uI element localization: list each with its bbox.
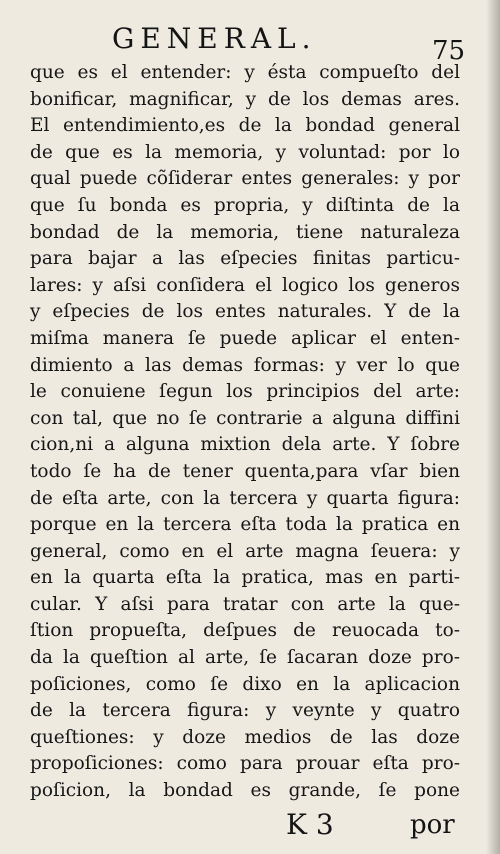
text-line: lares: y aſsi conſidera el logico los generos xyxy=(30,274,460,296)
text-line: que ſu bonda es propria, y diſtinta de la xyxy=(30,194,460,216)
text-line: de eſta arte, con la tercera y quarta figura: xyxy=(30,487,460,509)
text-line: cion,ni a alguna mixtion dela arte. Y ſobre xyxy=(30,434,460,456)
running-head: GENERAL. xyxy=(112,22,317,55)
text-line: propoſiciones: como para prouar eſta pro- xyxy=(30,753,460,775)
text-line: general, como en el arte magna ſeuera: y xyxy=(30,540,460,562)
body-text xyxy=(30,60,460,805)
page-footer xyxy=(0,808,500,848)
text-line: le conuiene ſegun los principios del arte: xyxy=(30,381,460,403)
text-line: cular. Y aſsi para tratar con arte la que- xyxy=(30,593,460,615)
text-line: poſiciones, como ſe dixo en la aplicacion xyxy=(30,673,460,695)
text-line: y eſpecies de los entes naturales. Y de la xyxy=(30,301,460,323)
text-line: en la quarta eſta la pratica, mas en parti- xyxy=(30,567,460,589)
text-line: bonificar, magnificar, y de los demas ares. xyxy=(30,88,460,110)
text-line: todo ſe ha de tener quenta,para vſar bien xyxy=(30,460,460,482)
text-line: porque en la tercera eſta toda la pratica en xyxy=(30,514,460,536)
text-line: que es el entender: y ésta compueſto del xyxy=(30,62,460,83)
text-line: El entendimiento,es de la bondad general xyxy=(30,115,460,137)
text-line: poſicion, la bondad es grande, ſe pone xyxy=(30,780,460,802)
text-line: de que es la memoria, y voluntad: por lo xyxy=(30,141,460,163)
catchword: por xyxy=(410,810,455,840)
text-line: queſtiones: y doze medios de las doze xyxy=(30,726,460,748)
page-number: 75 xyxy=(432,36,466,66)
text-line: da la queſtion al arte, ſe ſacaran doze pro- xyxy=(30,647,460,669)
text-line: qual puede cõſiderar entes generales: y por xyxy=(30,168,460,190)
text-line: de la tercera figura: y veynte y quatro xyxy=(30,700,460,722)
signature-mark: K 3 xyxy=(286,808,334,841)
text-line: para bajar a las eſpecies finitas particu- xyxy=(30,248,460,270)
text-line: ſtion propueſta, deſpues de reuocada to- xyxy=(30,620,460,642)
text-line: miſma manera ſe puede aplicar el enten- xyxy=(30,327,460,349)
page-edge-shadow xyxy=(486,0,500,854)
text-line: bondad de la memoria, tiene naturaleza xyxy=(30,221,460,243)
text-line: con tal, que no ſe contrarie a alguna diffini xyxy=(30,407,460,429)
text-line: dimiento a las demas formas: y ver lo que xyxy=(30,354,460,376)
